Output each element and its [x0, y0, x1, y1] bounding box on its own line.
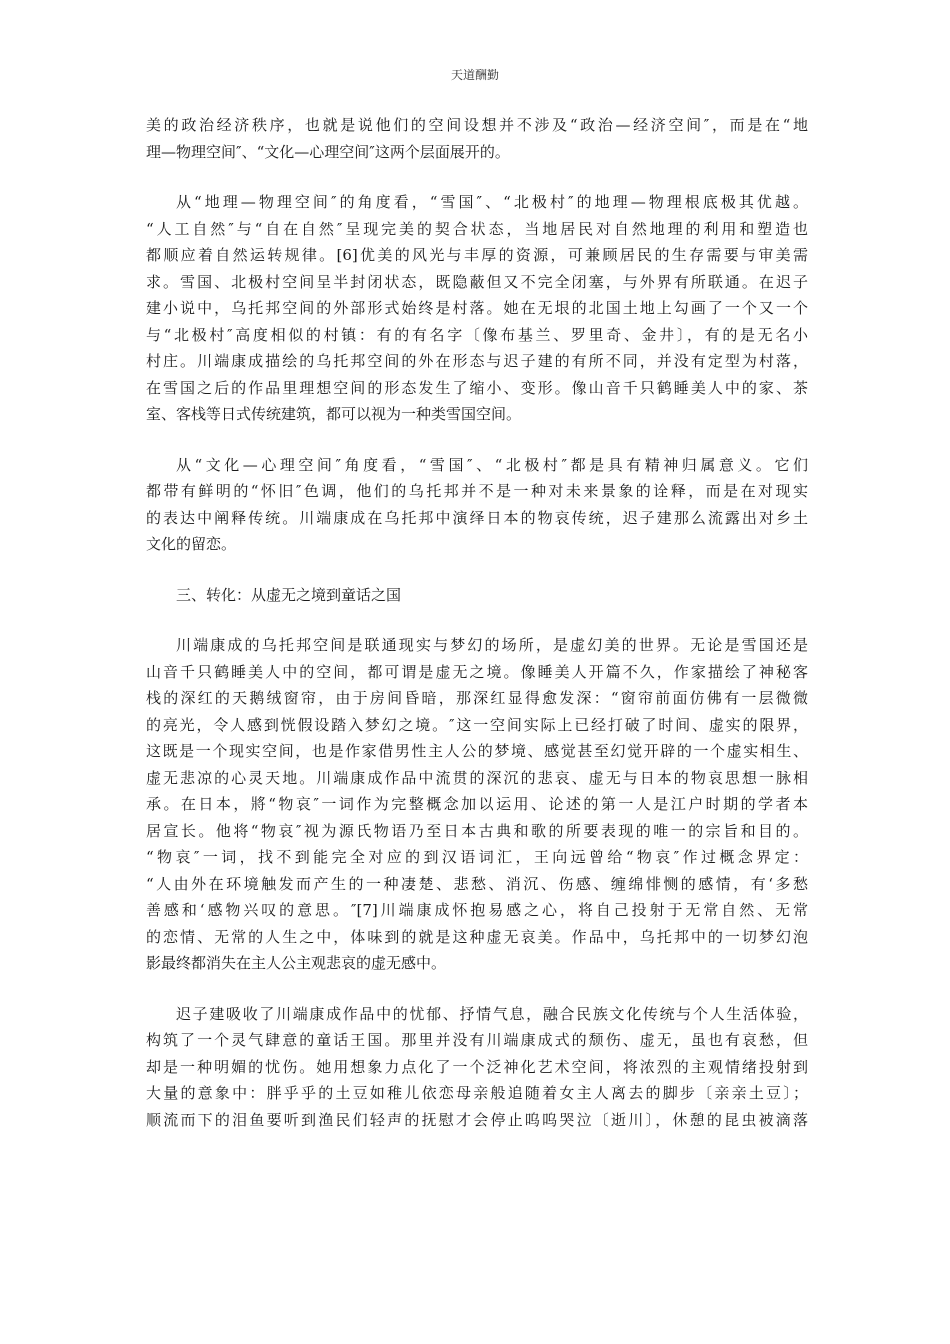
text-line: 居宣长。他将“物哀″视为源氏物语乃至日本古典和歌的所要表现的唯一的宗旨和目的。	[146, 821, 808, 840]
text-line: 影最终都消失在主人公主观悲哀的虚无感中。	[146, 954, 447, 972]
text-line: 求。雪国、北极村空间呈半封闭状态，既隐蔽但又不完全闭塞，与外界有所联通。在迟子	[146, 272, 808, 291]
text-line: 从“文化—心理空间″角度看，“雪国″、“北极村″都是具有精神归属意义。它们	[176, 455, 808, 474]
text-line: 迟子建吸收了川端康成作品中的忧郁、抒情气息，融合民族文化传统与个人生活体验，	[176, 1004, 808, 1023]
text-line: 美的政治经济秩序，也就是说他们的空间设想并不涉及“政治—经济空间″，而是在“地	[146, 116, 808, 134]
text-line: 的表达中阐释传统。川端康成在乌托邦中演绎日本的物哀传统，迟子建那么流露出对乡土	[146, 508, 808, 527]
text-line: 承。在日本，將“物哀″一词作为完整概念加以运用、论述的第一人是江户时期的学者本	[146, 795, 808, 813]
text-line: 的恋情、无常的人生之中，体味到的就是这种虚无哀美。作品中，乌托邦中的一切梦幻泡	[146, 927, 808, 946]
text-line: 都带有鲜明的“怀旧″色调，他们的乌托邦并不是一种对未来景象的诠释，而是在对现实	[146, 482, 808, 500]
text-line: 善感和‘感物兴叹的意思。″[7]川端康成怀抱易感之心，将自己投射于无常自然、无常	[146, 901, 808, 919]
text-line: “物哀″一词，找不到能完全对应的到汉语词汇，王向远曾给“物哀″作过概念界定：	[146, 848, 808, 866]
document-body	[146, 112, 808, 1133]
page-header: 天道酬勤	[450, 68, 499, 82]
text-line: 村庄。川端康成描绘的乌托邦空间的外在形态与迟子建的有所不同，并没有定型为村落，	[146, 352, 808, 370]
text-line: 虚无悲凉的心灵天地。川端康成作品中流贯的深沉的悲哀、虚无与日本的物哀思想一脉相	[146, 768, 808, 787]
paragraph	[146, 452, 808, 558]
text-line: 顺流而下的泪鱼要听到渔民们轻声的抚慰才会停止呜呜哭泣〔逝川〕，休憩的昆虫被滴落	[146, 1110, 808, 1129]
paragraph	[146, 112, 808, 165]
text-line: 却是一种明媚的忧伤。她用想象力点化了一个泛神化艺术空间，将浓烈的主观情绪投射到	[146, 1057, 808, 1076]
text-line: 栈的深红的天鹅绒窗帘，由于房间昏暗，那深红显得愈发深：“窗帘前面仿佛有一层微微	[146, 689, 808, 707]
text-line: 与“北极村″高度相似的村镇：有的有名字〔像布基兰、罗里奇、金井〕，有的是无名小	[146, 325, 808, 344]
text-line: 这既是一个现实空间，也是作家借男性主人公的梦境、感觉甚至幻觉开辟的一个虚实相生、	[146, 742, 808, 760]
text-line: 理—物理空间″、“文化—心理空间″这两个层面展开的。	[146, 142, 510, 161]
section-heading: 三、转化：从虚无之境到童话之国	[176, 585, 402, 604]
text-line: “人由外在环境触发而产生的一种凄楚、悲愁、消沉、伤感、缠绵悱恻的感情，有‘多愁	[146, 874, 808, 893]
text-line: 建小说中，乌托邦空间的外部形式始终是村落。她在无垠的北国土地上勾画了一个又一个	[146, 299, 808, 317]
paragraph	[146, 189, 808, 428]
text-line: 室、客栈等日式传统建筑，都可以视为一种类雪国空间。	[146, 405, 522, 423]
text-line: 从“地理—物理空间″的角度看，“雪国″、“北极村″的地理—物理根底极其优越。	[176, 193, 808, 211]
text-line: 川端康成的乌托邦空间是联通现实与梦幻的场所，是虚幻美的世界。无论是雪国还是	[176, 636, 808, 654]
paragraph	[146, 632, 808, 977]
paragraph	[146, 1001, 808, 1134]
text-line: 文化的留恋。	[146, 535, 237, 553]
text-line: 的亮光，令人感到恍假设踏入梦幻之境。″这一空间实际上已经打破了时间、虚实的限界，	[146, 715, 808, 734]
text-line: “人工自然″与“自在自然″呈现完美的契合状态，当地居民对自然地理的利用和塑造也	[146, 219, 808, 238]
text-line: 山音千只鹤睡美人中的空间，都可谓是虚无之境。像睡美人开篇不久，作家描绘了神秘客	[146, 662, 808, 681]
text-line: 在雪国之后的作品里理想空间的形态发生了缩小、变形。像山音千只鹤睡美人中的家、茶	[146, 378, 808, 397]
text-line: 大量的意象中：胖乎乎的土豆如稚儿依恋母亲般追随着女主人离去的脚步〔亲亲土豆〕；	[146, 1084, 808, 1102]
text-line: 都顺应着自然运转规律。[6]优美的风光与丰厚的资源，可兼顾居民的生存需要与审美需	[146, 246, 808, 264]
text-line: 构筑了一个灵气肆意的童话王国。那里并没有川端康成式的颓伤、虚无，虽也有哀愁，但	[146, 1031, 808, 1049]
